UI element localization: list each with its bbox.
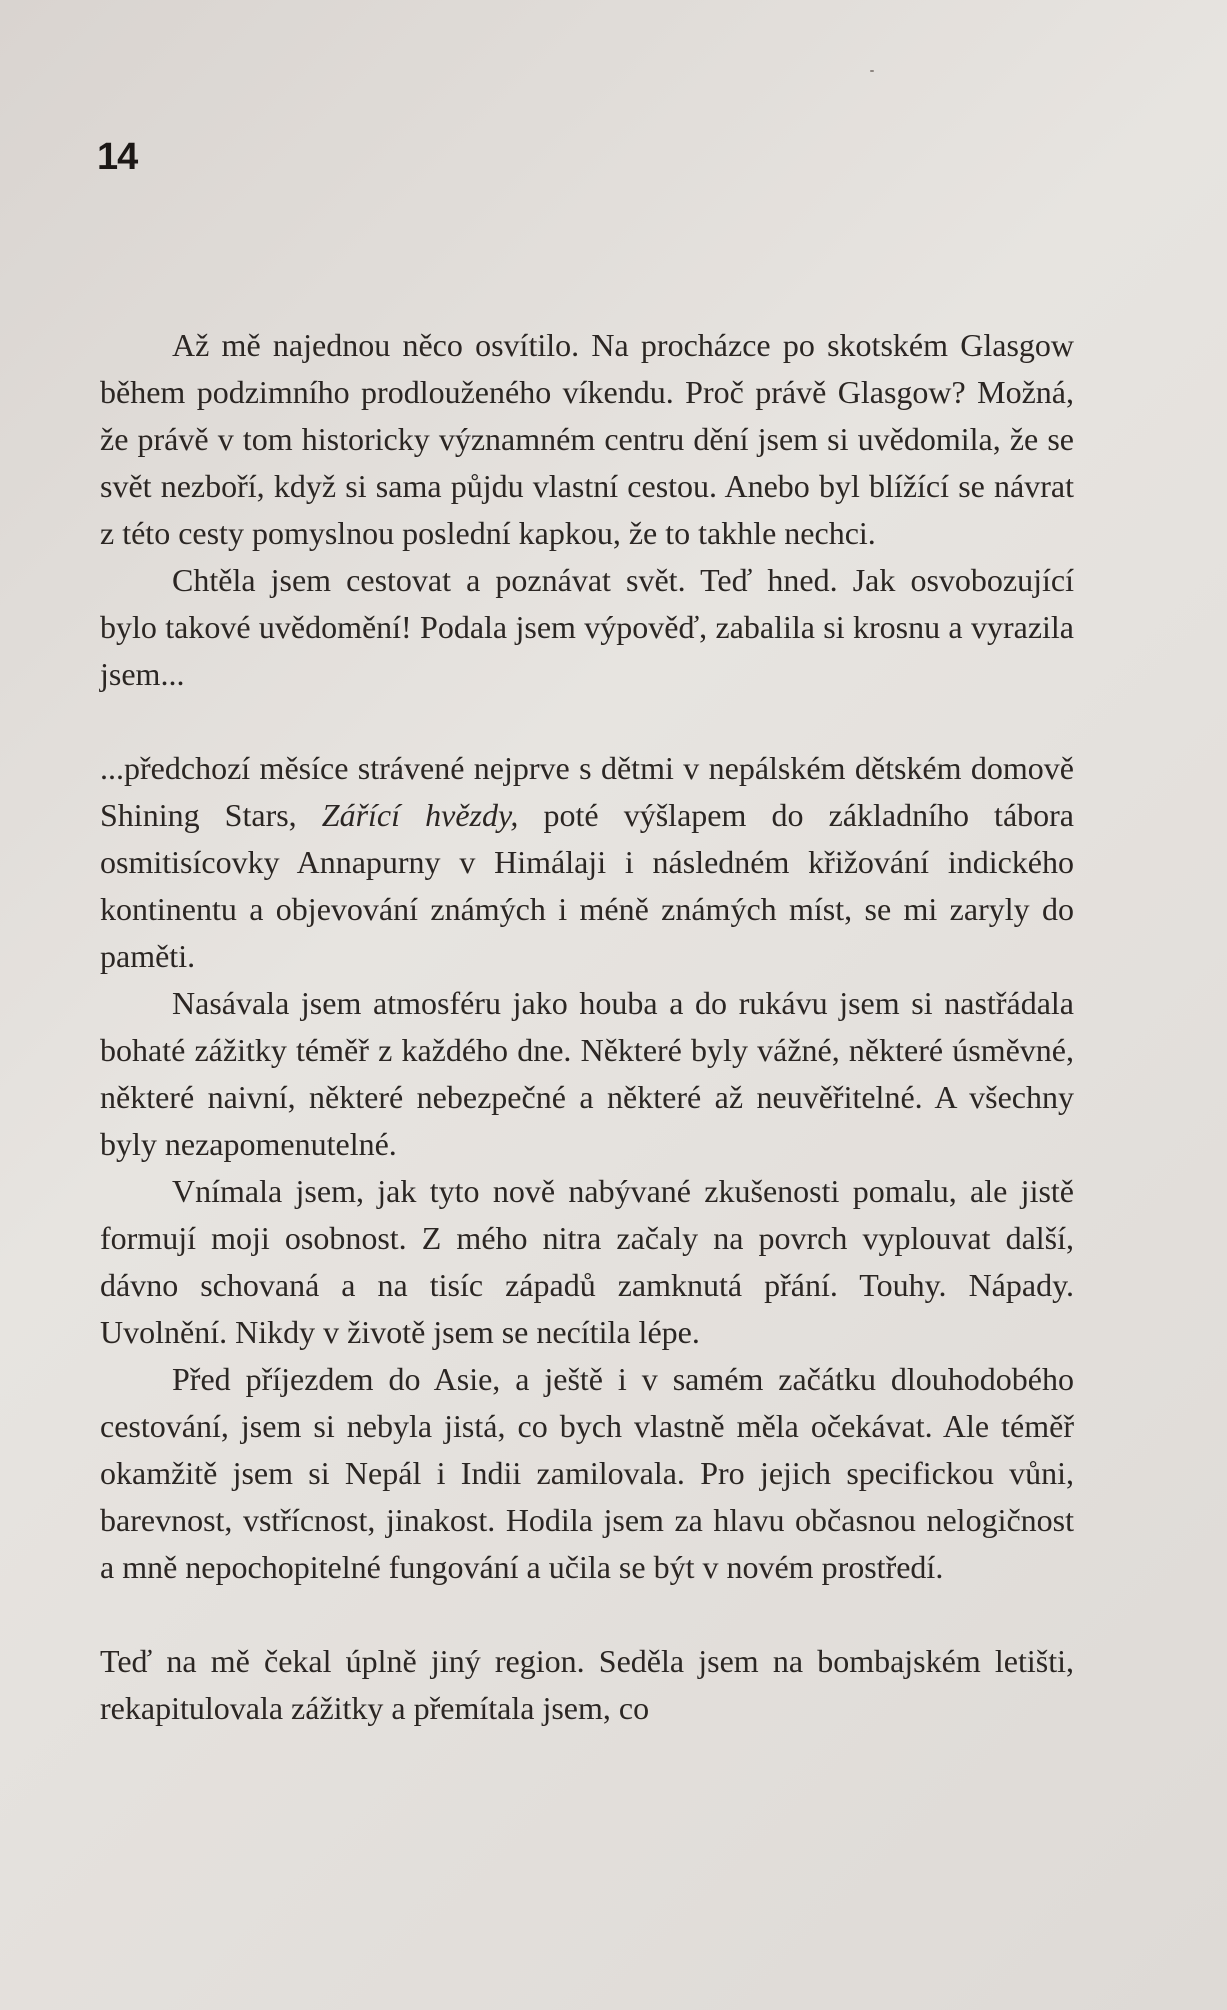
paragraph-previous-months: [100, 745, 1074, 980]
paragraph-atmosphere: Nasávala jsem atmosféru jako houba a do rukávu jsem si nastřádala bohaté zážitky téměř z každého dne. Některé byly vážné, některé úsměvné, některé naivní, některé nebezpečné a některé až neuvěřitelné. A všechny byly nezapomenutelné.: [100, 985, 1074, 1162]
italic-translation: Zářící hvězdy,: [321, 797, 519, 833]
text-run: poté výšlapem do základního tábora osmitisícovky Annapurny v Himálaji i následném křižování indického kontinentu a objevování známých i méně známých míst, se mi zaryly do paměti.: [100, 797, 1075, 974]
paragraph-experiences: Vnímala jsem, jak tyto nově nabývané zkušenosti pomalu, ale jistě formují moji osobnost. Z mého nitra začaly na povrch vyplouvat další, dávno schovaná a na tisíc západů zamknutá přání. Touhy. Nápady. Uvolnění. Nikdy v životě jsem se necítila lépe.: [100, 1173, 1074, 1350]
page-number: 14: [97, 136, 138, 178]
body-text: [100, 322, 1074, 1732]
paragraph-decision: Chtěla jsem cestovat a poznávat svět. Teď hned. Jak osvobozující bylo takové uvědomění! Podala jsem výpověď, zabalila si krosnu a vyrazila jsem...: [100, 562, 1074, 692]
paragraph-glasgow: Až mě najednou něco osvítilo. Na procházce po skotském Glasgow během podzimního prodlouženého víkendu. Proč právě Glasgow? Možná, že právě v tom historicky významném centru dění jsem si uvědomila, že se svět nezboří, když si sama půjdu vlastní cestou. Anebo byl blížící se návrat z této cesty pomyslnou poslední kapkou, že to takhle nechci.: [100, 327, 1074, 551]
paragraph-asia: Před příjezdem do Asie, a ještě i v samém začátku dlouhodobého cestování, jsem si nebyla jistá, co bych vlastně měla očekávat. Ale téměř okamžitě jsem si Nepál i Indii zamilovala. Pro jejich specifickou vůni, barevnost, vstřícnost, jinakost. Hodila jsem za hlavu občasnou nelogičnost a mně nepochopitelné fungování a učila se být v novém prostředí.: [100, 1361, 1074, 1585]
paper-speck: [870, 70, 874, 72]
text-run: ...předchozí měsíce strávené nejprve s dětmi v nepálském dětském domově Shining Stars,: [100, 750, 1074, 833]
paragraph-new-region: Teď na mě čekal úplně jiný region. Seděla jsem na bombajském letišti, rekapitulovala zážitky a přemítala jsem, co: [100, 1643, 1074, 1726]
